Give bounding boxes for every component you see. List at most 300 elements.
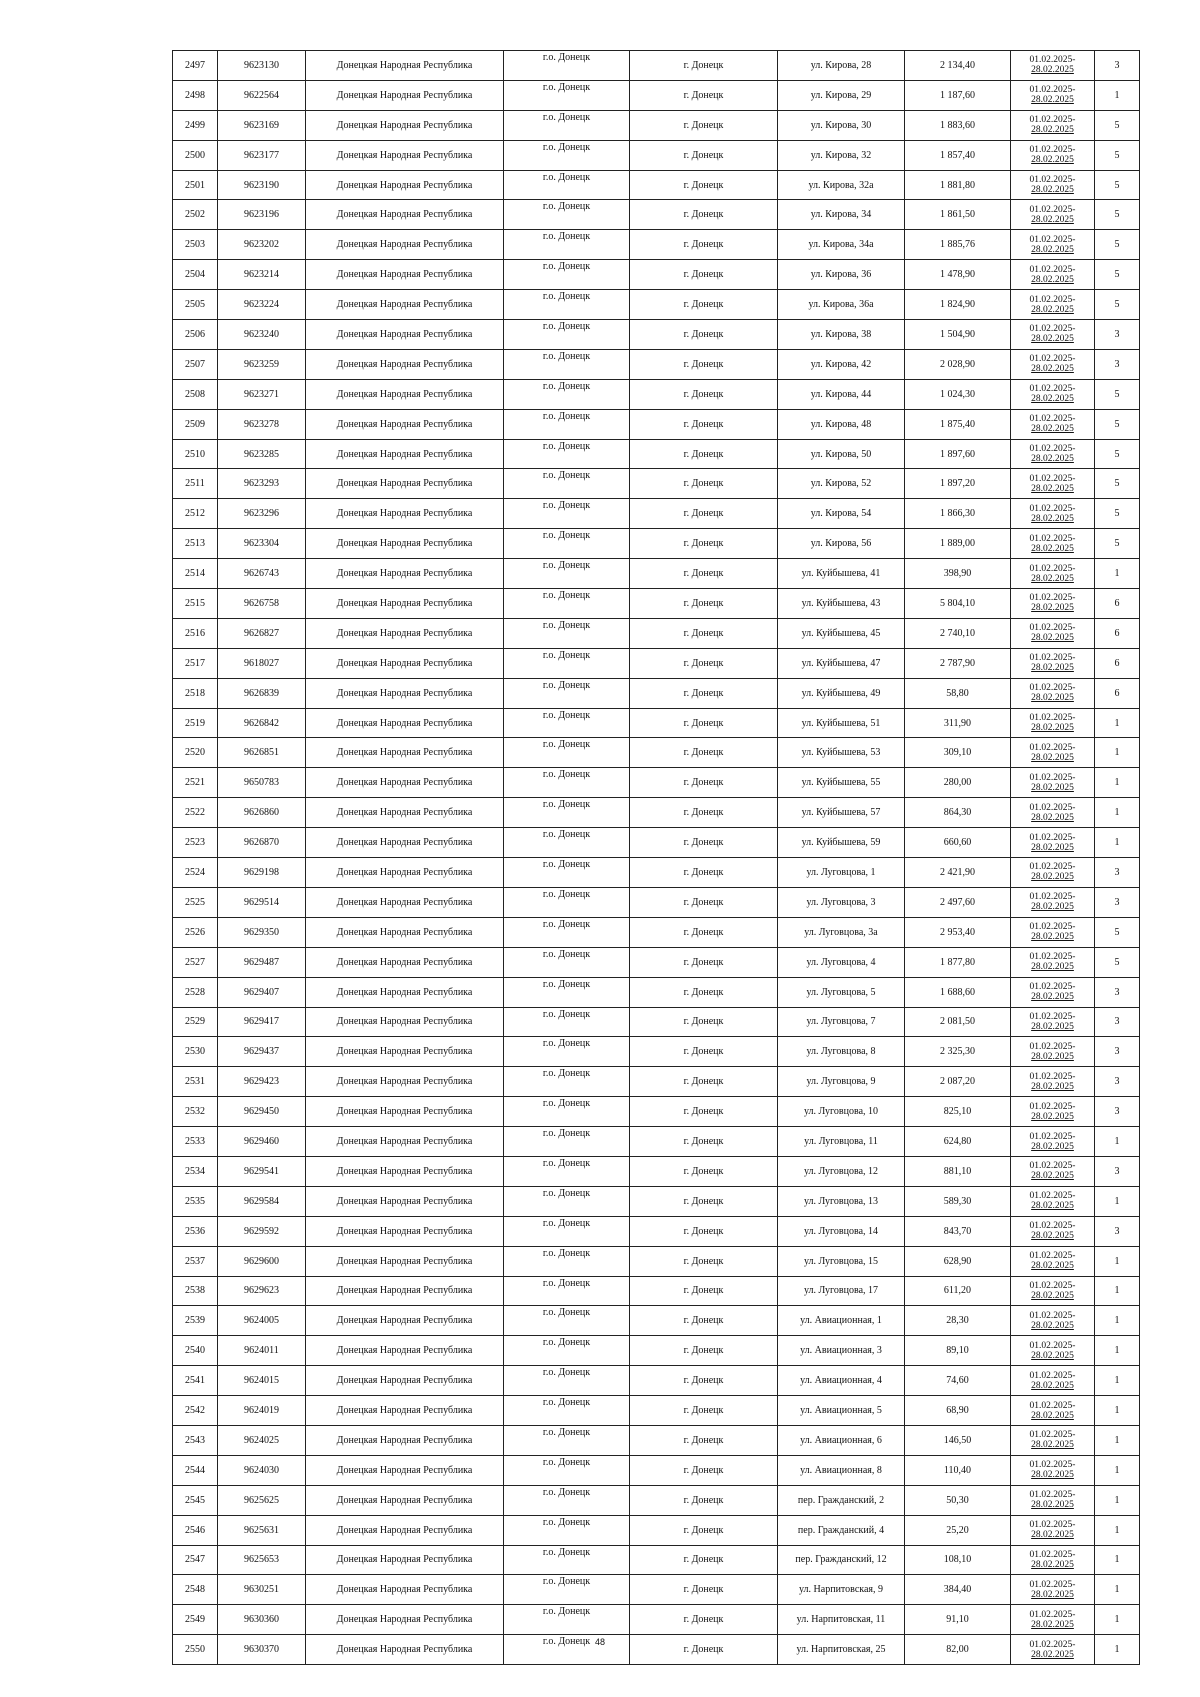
row-number-cell: 2541 [173, 1366, 218, 1396]
count-cell: 1 [1095, 1425, 1140, 1455]
table-row [173, 379, 1140, 409]
period-start: 01.02.2025- [1029, 1520, 1076, 1531]
period-start: 01.02.2025- [1029, 802, 1076, 813]
city-cell: г. Донецк [630, 1545, 778, 1575]
district-cell: г.о. Донецк [504, 499, 630, 529]
period-start: 01.02.2025- [1029, 1310, 1076, 1321]
period-end: 28.02.2025 [1031, 185, 1074, 195]
region-cell: Донецкая Народная Республика [306, 1097, 504, 1127]
address-cell: ул. Куйбышева, 53 [778, 738, 905, 768]
period-cell [1011, 260, 1095, 290]
district-cell: г.о. Донецк [504, 1007, 630, 1037]
region-cell: Донецкая Народная Республика [306, 1067, 504, 1097]
table-row [173, 1067, 1140, 1097]
region-cell: Донецкая Народная Республика [306, 1127, 504, 1157]
row-number-cell: 2532 [173, 1097, 218, 1127]
row-number-cell: 2507 [173, 349, 218, 379]
count-cell: 5 [1095, 140, 1140, 170]
count-cell: 3 [1095, 1067, 1140, 1097]
area-cell: 1 866,30 [905, 499, 1011, 529]
count-cell: 1 [1095, 768, 1140, 798]
region-cell: Донецкая Народная Республика [306, 1156, 504, 1186]
period-start: 01.02.2025- [1029, 742, 1076, 753]
area-cell: 1 883,60 [905, 110, 1011, 140]
period-start: 01.02.2025- [1029, 533, 1076, 544]
table-row [173, 110, 1140, 140]
row-number-cell: 2547 [173, 1545, 218, 1575]
object-code-cell: 9630251 [218, 1575, 306, 1605]
city-cell: г. Донецк [630, 200, 778, 230]
city-cell: г. Донецк [630, 439, 778, 469]
city-cell: г. Донецк [630, 947, 778, 977]
area-cell: 398,90 [905, 559, 1011, 589]
count-cell: 1 [1095, 1485, 1140, 1515]
district-cell: г.о. Донецк [504, 200, 630, 230]
row-number-cell: 2538 [173, 1276, 218, 1306]
period-end: 28.02.2025 [1031, 1081, 1074, 1092]
table-row [173, 140, 1140, 170]
table-row [173, 1425, 1140, 1455]
district-cell: г.о. Донецк [504, 1425, 630, 1455]
object-code-cell: 9624030 [218, 1455, 306, 1485]
address-cell: ул. Нарпитовская, 25 [778, 1635, 905, 1665]
period-cell [1011, 678, 1095, 708]
city-cell: г. Донецк [630, 1605, 778, 1635]
period-start: 01.02.2025- [1029, 593, 1076, 604]
address-cell: ул. Авиационная, 5 [778, 1396, 905, 1426]
city-cell: г. Донецк [630, 1276, 778, 1306]
row-number-cell: 2497 [173, 51, 218, 81]
district-cell: г.о. Донецк [504, 1515, 630, 1545]
table-row [173, 200, 1140, 230]
address-cell: ул. Луговцова, 14 [778, 1216, 905, 1246]
count-cell: 5 [1095, 917, 1140, 947]
district-cell: г.о. Донецк [504, 80, 630, 110]
region-cell: Донецкая Народная Республика [306, 1545, 504, 1575]
table-body [173, 51, 1140, 1665]
area-cell: 1 881,80 [905, 170, 1011, 200]
period-start: 01.02.2025- [1029, 1370, 1076, 1381]
table-row [173, 887, 1140, 917]
period-end: 28.02.2025 [1031, 424, 1074, 435]
region-cell: Донецкая Народная Республика [306, 828, 504, 858]
table-row [173, 499, 1140, 529]
period-end: 28.02.2025 [1031, 1111, 1074, 1122]
object-code-cell: 9623304 [218, 529, 306, 559]
row-number-cell: 2533 [173, 1127, 218, 1157]
period-cell [1011, 1276, 1095, 1306]
period-cell [1011, 1127, 1095, 1157]
row-number-cell: 2536 [173, 1216, 218, 1246]
count-cell: 1 [1095, 1246, 1140, 1276]
period-cell [1011, 1605, 1095, 1635]
address-cell: ул. Луговцова, 11 [778, 1127, 905, 1157]
period-start: 01.02.2025- [1029, 145, 1076, 156]
area-cell: 309,10 [905, 738, 1011, 768]
area-cell: 91,10 [905, 1605, 1011, 1635]
district-cell: г.о. Донецк [504, 1306, 630, 1336]
object-code-cell: 9623130 [218, 51, 306, 81]
address-cell: ул. Луговцова, 12 [778, 1156, 905, 1186]
table-row [173, 828, 1140, 858]
period-end: 28.02.2025 [1031, 364, 1074, 375]
address-cell: ул. Луговцова, 13 [778, 1186, 905, 1216]
area-cell: 589,30 [905, 1186, 1011, 1216]
region-cell: Донецкая Народная Республика [306, 858, 504, 888]
period-end: 28.02.2025 [1031, 334, 1074, 345]
period-cell [1011, 828, 1095, 858]
region-cell: Донецкая Народная Республика [306, 200, 504, 230]
period-start: 01.02.2025- [1029, 772, 1076, 783]
area-cell: 311,90 [905, 708, 1011, 738]
object-code-cell: 9630370 [218, 1635, 306, 1665]
period-start: 01.02.2025- [1029, 623, 1076, 634]
count-cell: 1 [1095, 1336, 1140, 1366]
district-cell: г.о. Донецк [504, 1067, 630, 1097]
count-cell: 1 [1095, 738, 1140, 768]
region-cell: Донецкая Народная Республика [306, 529, 504, 559]
row-number-cell: 2521 [173, 768, 218, 798]
row-number-cell: 2535 [173, 1186, 218, 1216]
row-number-cell: 2534 [173, 1156, 218, 1186]
period-end: 28.02.2025 [1031, 1500, 1074, 1511]
region-cell: Донецкая Народная Республика [306, 1276, 504, 1306]
area-cell: 50,30 [905, 1485, 1011, 1515]
object-code-cell: 9625653 [218, 1545, 306, 1575]
table-row [173, 738, 1140, 768]
row-number-cell: 2545 [173, 1485, 218, 1515]
region-cell: Донецкая Народная Республика [306, 708, 504, 738]
period-start: 01.02.2025- [1029, 414, 1076, 425]
district-cell: г.о. Донецк [504, 1575, 630, 1605]
region-cell: Донецкая Народная Республика [306, 589, 504, 619]
region-cell: Донецкая Народная Республика [306, 1635, 504, 1665]
table-row [173, 1216, 1140, 1246]
table-row [173, 469, 1140, 499]
address-cell: ул. Луговцова, 1 [778, 858, 905, 888]
table-row [173, 230, 1140, 260]
region-cell: Донецкая Народная Республика [306, 1515, 504, 1545]
area-cell: 2 134,40 [905, 51, 1011, 81]
period-start: 01.02.2025- [1029, 1251, 1076, 1262]
table-row [173, 858, 1140, 888]
table-row [173, 1306, 1140, 1336]
district-cell: г.о. Донецк [504, 618, 630, 648]
object-code-cell: 9629514 [218, 887, 306, 917]
city-cell: г. Донецк [630, 589, 778, 619]
region-cell: Донецкая Народная Республика [306, 1037, 504, 1067]
region-cell: Донецкая Народная Республика [306, 1336, 504, 1366]
city-cell: г. Донецк [630, 469, 778, 499]
address-cell: ул. Кирова, 36а [778, 290, 905, 320]
address-cell: ул. Нарпитовская, 11 [778, 1605, 905, 1635]
object-code-cell: 9624005 [218, 1306, 306, 1336]
area-cell: 1 889,00 [905, 529, 1011, 559]
count-cell: 1 [1095, 1366, 1140, 1396]
region-cell: Донецкая Народная Республика [306, 290, 504, 320]
period-end: 28.02.2025 [1031, 782, 1074, 793]
row-number-cell: 2501 [173, 170, 218, 200]
object-code-cell: 9629407 [218, 977, 306, 1007]
period-start: 01.02.2025- [1029, 1101, 1076, 1112]
period-end: 28.02.2025 [1031, 1649, 1074, 1660]
count-cell: 5 [1095, 170, 1140, 200]
address-cell: ул. Куйбышева, 41 [778, 559, 905, 589]
city-cell: г. Донецк [630, 1425, 778, 1455]
period-start: 01.02.2025- [1029, 1400, 1076, 1411]
area-cell: 146,50 [905, 1425, 1011, 1455]
object-code-cell: 9624019 [218, 1396, 306, 1426]
city-cell: г. Донецк [630, 798, 778, 828]
period-end: 28.02.2025 [1031, 1530, 1074, 1541]
city-cell: г. Донецк [630, 80, 778, 110]
area-cell: 68,90 [905, 1396, 1011, 1426]
district-cell: г.о. Донецк [504, 1097, 630, 1127]
object-code-cell: 9629592 [218, 1216, 306, 1246]
region-cell: Донецкая Народная Республика [306, 409, 504, 439]
period-end: 28.02.2025 [1031, 1201, 1074, 1212]
region-cell: Донецкая Народная Республика [306, 140, 504, 170]
area-cell: 58,80 [905, 678, 1011, 708]
object-code-cell: 9629600 [218, 1246, 306, 1276]
count-cell: 5 [1095, 499, 1140, 529]
period-cell [1011, 1306, 1095, 1336]
city-cell: г. Донецк [630, 917, 778, 947]
period-end: 28.02.2025 [1031, 663, 1074, 674]
object-code-cell: 9629541 [218, 1156, 306, 1186]
row-number-cell: 2503 [173, 230, 218, 260]
period-cell [1011, 349, 1095, 379]
row-number-cell: 2540 [173, 1336, 218, 1366]
period-end: 28.02.2025 [1031, 1440, 1074, 1451]
row-number-cell: 2520 [173, 738, 218, 768]
count-cell: 1 [1095, 1545, 1140, 1575]
city-cell: г. Донецк [630, 738, 778, 768]
area-cell: 2 421,90 [905, 858, 1011, 888]
row-number-cell: 2546 [173, 1515, 218, 1545]
count-cell: 6 [1095, 589, 1140, 619]
object-code-cell: 9629350 [218, 917, 306, 947]
region-cell: Донецкая Народная Республика [306, 1216, 504, 1246]
district-cell: г.о. Донецк [504, 260, 630, 290]
period-start: 01.02.2025- [1029, 264, 1076, 275]
period-cell [1011, 798, 1095, 828]
period-cell [1011, 589, 1095, 619]
district-cell: г.о. Донецк [504, 1366, 630, 1396]
district-cell: г.о. Донецк [504, 1246, 630, 1276]
area-cell: 660,60 [905, 828, 1011, 858]
table-row [173, 1127, 1140, 1157]
period-cell [1011, 887, 1095, 917]
row-number-cell: 2498 [173, 80, 218, 110]
period-end: 28.02.2025 [1031, 842, 1074, 853]
region-cell: Донецкая Народная Республика [306, 1246, 504, 1276]
table-row [173, 409, 1140, 439]
address-cell: ул. Луговцова, 8 [778, 1037, 905, 1067]
address-cell: ул. Кирова, 50 [778, 439, 905, 469]
address-cell: ул. Нарпитовская, 9 [778, 1575, 905, 1605]
region-cell: Донецкая Народная Республика [306, 1186, 504, 1216]
district-cell: г.о. Донецк [504, 1186, 630, 1216]
row-number-cell: 2523 [173, 828, 218, 858]
period-start: 01.02.2025- [1029, 1221, 1076, 1232]
region-cell: Донецкая Народная Республика [306, 499, 504, 529]
row-number-cell: 2527 [173, 947, 218, 977]
address-cell: пер. Гражданский, 2 [778, 1485, 905, 1515]
row-number-cell: 2509 [173, 409, 218, 439]
district-cell: г.о. Донецк [504, 798, 630, 828]
district-cell: г.о. Донецк [504, 887, 630, 917]
period-cell [1011, 1425, 1095, 1455]
object-code-cell: 9623296 [218, 499, 306, 529]
period-start: 01.02.2025- [1029, 115, 1076, 126]
period-end: 28.02.2025 [1031, 274, 1074, 285]
period-end: 28.02.2025 [1031, 812, 1074, 823]
period-cell [1011, 1336, 1095, 1366]
district-cell: г.о. Донецк [504, 1156, 630, 1186]
count-cell: 1 [1095, 1396, 1140, 1426]
area-cell: 881,10 [905, 1156, 1011, 1186]
period-cell [1011, 170, 1095, 200]
table-row [173, 349, 1140, 379]
address-cell: пер. Гражданский, 12 [778, 1545, 905, 1575]
city-cell: г. Донецк [630, 409, 778, 439]
address-cell: ул. Куйбышева, 49 [778, 678, 905, 708]
area-cell: 1 875,40 [905, 409, 1011, 439]
period-cell [1011, 1366, 1095, 1396]
table-row [173, 708, 1140, 738]
address-cell: ул. Авиационная, 1 [778, 1306, 905, 1336]
city-cell: г. Донецк [630, 977, 778, 1007]
city-cell: г. Донецк [630, 230, 778, 260]
region-cell: Донецкая Народная Республика [306, 977, 504, 1007]
count-cell: 1 [1095, 1575, 1140, 1605]
region-cell: Донецкая Народная Республика [306, 1396, 504, 1426]
city-cell: г. Донецк [630, 140, 778, 170]
period-end: 28.02.2025 [1031, 1619, 1074, 1630]
table-row [173, 529, 1140, 559]
city-cell: г. Донецк [630, 708, 778, 738]
count-cell: 5 [1095, 439, 1140, 469]
area-cell: 1 897,20 [905, 469, 1011, 499]
row-number-cell: 2524 [173, 858, 218, 888]
address-cell: ул. Кирова, 48 [778, 409, 905, 439]
object-code-cell: 9623202 [218, 230, 306, 260]
area-cell: 1 885,76 [905, 230, 1011, 260]
period-start: 01.02.2025- [1029, 1131, 1076, 1142]
table-row [173, 768, 1140, 798]
period-start: 01.02.2025- [1029, 1549, 1076, 1560]
address-cell: ул. Авиационная, 8 [778, 1455, 905, 1485]
address-cell: ул. Луговцова, 10 [778, 1097, 905, 1127]
district-cell: г.о. Донецк [504, 977, 630, 1007]
district-cell: г.о. Донецк [504, 1455, 630, 1485]
city-cell: г. Донецк [630, 828, 778, 858]
object-code-cell: 9626860 [218, 798, 306, 828]
area-cell: 2 740,10 [905, 618, 1011, 648]
table-row [173, 977, 1140, 1007]
district-cell: г.о. Донецк [504, 469, 630, 499]
object-code-cell: 9622564 [218, 80, 306, 110]
object-code-cell: 9623259 [218, 349, 306, 379]
address-cell: ул. Кирова, 34 [778, 200, 905, 230]
table-row [173, 1276, 1140, 1306]
period-end: 28.02.2025 [1031, 244, 1074, 255]
period-end: 28.02.2025 [1031, 543, 1074, 554]
area-cell: 110,40 [905, 1455, 1011, 1485]
period-cell [1011, 559, 1095, 589]
object-code-cell: 9629423 [218, 1067, 306, 1097]
region-cell: Донецкая Народная Республика [306, 1455, 504, 1485]
period-start: 01.02.2025- [1029, 85, 1076, 96]
period-start: 01.02.2025- [1029, 922, 1076, 933]
period-start: 01.02.2025- [1029, 1490, 1076, 1501]
period-start: 01.02.2025- [1029, 1460, 1076, 1471]
region-cell: Донецкая Народная Республика [306, 768, 504, 798]
period-start: 01.02.2025- [1029, 982, 1076, 993]
row-number-cell: 2548 [173, 1575, 218, 1605]
count-cell: 1 [1095, 559, 1140, 589]
city-cell: г. Донецк [630, 529, 778, 559]
count-cell: 1 [1095, 1515, 1140, 1545]
period-end: 28.02.2025 [1031, 1290, 1074, 1301]
district-cell: г.о. Донецк [504, 140, 630, 170]
row-number-cell: 2505 [173, 290, 218, 320]
area-cell: 628,90 [905, 1246, 1011, 1276]
area-cell: 1 824,90 [905, 290, 1011, 320]
period-end: 28.02.2025 [1031, 454, 1074, 465]
district-cell: г.о. Донецк [504, 409, 630, 439]
city-cell: г. Донецк [630, 768, 778, 798]
period-start: 01.02.2025- [1029, 1280, 1076, 1291]
region-cell: Донецкая Народная Республика [306, 320, 504, 350]
period-end: 28.02.2025 [1031, 1320, 1074, 1331]
period-start: 01.02.2025- [1029, 1011, 1076, 1022]
period-cell [1011, 977, 1095, 1007]
address-table [172, 50, 1140, 1665]
area-cell: 1 897,60 [905, 439, 1011, 469]
period-start: 01.02.2025- [1029, 294, 1076, 305]
count-cell: 3 [1095, 1007, 1140, 1037]
city-cell: г. Донецк [630, 1455, 778, 1485]
period-end: 28.02.2025 [1031, 1171, 1074, 1182]
row-number-cell: 2550 [173, 1635, 218, 1665]
area-cell: 1 877,80 [905, 947, 1011, 977]
table-row [173, 618, 1140, 648]
region-cell: Донецкая Народная Республика [306, 648, 504, 678]
address-cell: ул. Луговцова, 3 [778, 887, 905, 917]
object-code-cell: 9623169 [218, 110, 306, 140]
area-cell: 2 787,90 [905, 648, 1011, 678]
table-row [173, 1545, 1140, 1575]
row-number-cell: 2500 [173, 140, 218, 170]
row-number-cell: 2514 [173, 559, 218, 589]
count-cell: 1 [1095, 1127, 1140, 1157]
period-end: 28.02.2025 [1031, 902, 1074, 913]
region-cell: Донецкая Народная Республика [306, 1306, 504, 1336]
row-number-cell: 2499 [173, 110, 218, 140]
district-cell: г.о. Донецк [504, 917, 630, 947]
object-code-cell: 9623285 [218, 439, 306, 469]
region-cell: Донецкая Народная Республика [306, 51, 504, 81]
table-row [173, 559, 1140, 589]
row-number-cell: 2513 [173, 529, 218, 559]
object-code-cell: 9629437 [218, 1037, 306, 1067]
table-row [173, 947, 1140, 977]
address-cell: ул. Кирова, 54 [778, 499, 905, 529]
district-cell: г.о. Донецк [504, 349, 630, 379]
period-start: 01.02.2025- [1029, 713, 1076, 724]
